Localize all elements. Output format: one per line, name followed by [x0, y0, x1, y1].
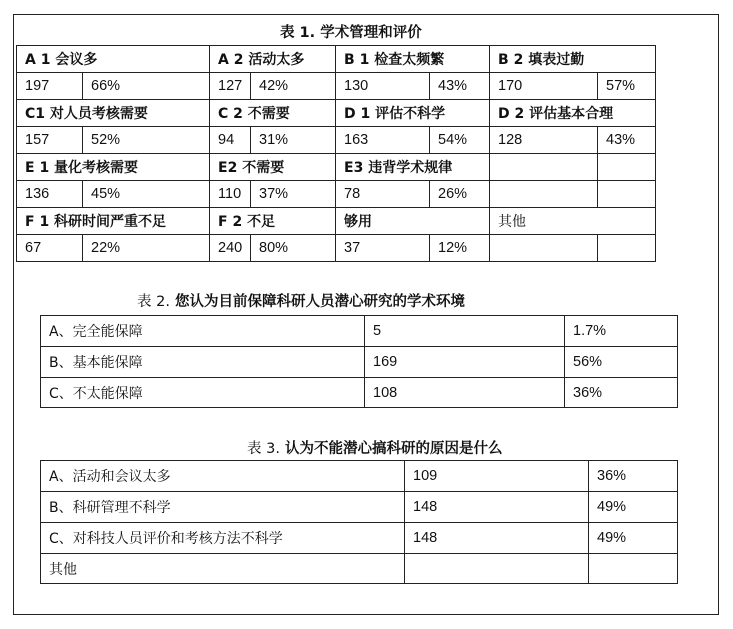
- table3-reason-label: B、科研管理不科学: [41, 492, 405, 523]
- table3: [40, 460, 678, 584]
- table1-cell: 66%: [83, 73, 210, 100]
- table1-cell: 130: [336, 73, 430, 100]
- table1-row-1: [17, 46, 656, 73]
- table2-count: 5: [365, 316, 565, 347]
- table2-count: 108: [365, 378, 565, 408]
- table2-row-3: [41, 378, 678, 408]
- table1-cell: 67: [17, 235, 83, 262]
- table1-cell-e1: E 1 量化考核需要: [17, 154, 210, 181]
- table2-caption: [137, 290, 465, 311]
- table3-count: 109: [405, 461, 589, 492]
- table3-reason-label: A、活动和会议太多: [41, 461, 405, 492]
- table1-cell-b2: B 2 填表过勤: [490, 46, 656, 73]
- table3-caption-num: 表 3.: [247, 441, 280, 457]
- table3-percent: 49%: [589, 523, 678, 554]
- table1-row-7: [17, 208, 656, 235]
- table1: [16, 45, 656, 262]
- table1-cell-enough: 够用: [336, 208, 490, 235]
- table1-cell: 157: [17, 127, 83, 154]
- table1-row-2: [17, 73, 656, 100]
- table2: [40, 315, 678, 408]
- table2-percent: 56%: [565, 347, 678, 378]
- table3-count: 148: [405, 523, 589, 554]
- table1-cell-b1: B 1 检查太频繁: [336, 46, 490, 73]
- table1-cell: [598, 181, 656, 208]
- table1-cell: 197: [17, 73, 83, 100]
- table2-percent: 36%: [565, 378, 678, 408]
- table2-count: 169: [365, 347, 565, 378]
- table1-row-4: [17, 127, 656, 154]
- table3-reason-label: C、对科技人员评价和考核方法不科学: [41, 523, 405, 554]
- table1-cell: 94: [210, 127, 251, 154]
- table3-caption: [247, 437, 503, 458]
- table2-row-2: [41, 347, 678, 378]
- table1-caption-title: 学术管理和评价: [320, 25, 422, 41]
- table1-cell-c2: C 2 不需要: [210, 100, 336, 127]
- table1-cell: 127: [210, 73, 251, 100]
- table1-cell: 43%: [430, 73, 490, 100]
- table2-option-label: B、基本能保障: [41, 347, 365, 378]
- table1-cell-a1: A 1 会议多: [17, 46, 210, 73]
- table1-cell: 43%: [598, 127, 656, 154]
- table1-cell: 128: [490, 127, 598, 154]
- table1-cell: [490, 181, 598, 208]
- table1-cell: [490, 154, 598, 181]
- table1-caption: [280, 21, 422, 42]
- table1-cell-e3: E3 违背学术规律: [336, 154, 490, 181]
- table3-count: 148: [405, 492, 589, 523]
- table1-cell: 12%: [430, 235, 490, 262]
- table1-caption-num: 表 1.: [280, 25, 316, 41]
- table1-cell-d1: D 1 评估不科学: [336, 100, 490, 127]
- table1-cell: 45%: [83, 181, 210, 208]
- table3-percent: [589, 554, 678, 584]
- table1-cell: 78: [336, 181, 430, 208]
- table2-caption-title: 您认为目前保障科研人员潜心研究的学术环境: [175, 294, 466, 310]
- table2-option-label: A、完全能保障: [41, 316, 365, 347]
- table1-cell-f2: F 2 不足: [210, 208, 336, 235]
- table1-cell: 22%: [83, 235, 210, 262]
- table1-cell-e2: E2 不需要: [210, 154, 336, 181]
- table1-cell-d2: D 2 评估基本合理: [490, 100, 656, 127]
- table1-cell-f1: F 1 科研时间严重不足: [17, 208, 210, 235]
- table3-count: [405, 554, 589, 584]
- table1-cell: 80%: [251, 235, 336, 262]
- table1-row-5: [17, 154, 656, 181]
- table1-row-8: [17, 235, 656, 262]
- table1-cell: 163: [336, 127, 430, 154]
- table3-row-4: [41, 554, 678, 584]
- table3-percent: 36%: [589, 461, 678, 492]
- table3-reason-label: 其他: [41, 554, 405, 584]
- table1-cell: [598, 154, 656, 181]
- table1-cell: 110: [210, 181, 251, 208]
- table1-cell: 54%: [430, 127, 490, 154]
- table2-caption-num: 表 2.: [137, 294, 170, 310]
- table1-cell: 136: [17, 181, 83, 208]
- table3-row-2: [41, 492, 678, 523]
- table1-cell: 37: [336, 235, 430, 262]
- table2-percent: 1.7%: [565, 316, 678, 347]
- table1-row-6: [17, 181, 656, 208]
- table1-cell: 170: [490, 73, 598, 100]
- table1-cell-c1: C1 对人员考核需要: [17, 100, 210, 127]
- table2-row-1: [41, 316, 678, 347]
- table3-caption-title: 认为不能潜心搞科研的原因是什么: [285, 441, 503, 457]
- table2-option-label: C、不太能保障: [41, 378, 365, 408]
- table3-row-3: [41, 523, 678, 554]
- table3-percent: 49%: [589, 492, 678, 523]
- table1-cell-other: 其他: [490, 208, 656, 235]
- table1-cell: 31%: [251, 127, 336, 154]
- table1-cell: [490, 235, 598, 262]
- table1-cell: 42%: [251, 73, 336, 100]
- table1-cell: [598, 235, 656, 262]
- table1-cell: 26%: [430, 181, 490, 208]
- table1-cell: 240: [210, 235, 251, 262]
- table1-cell: 52%: [83, 127, 210, 154]
- table3-row-1: [41, 461, 678, 492]
- table1-cell-a2: A 2 活动太多: [210, 46, 336, 73]
- table1-cell: 37%: [251, 181, 336, 208]
- table1-cell: 57%: [598, 73, 656, 100]
- table1-row-3: [17, 100, 656, 127]
